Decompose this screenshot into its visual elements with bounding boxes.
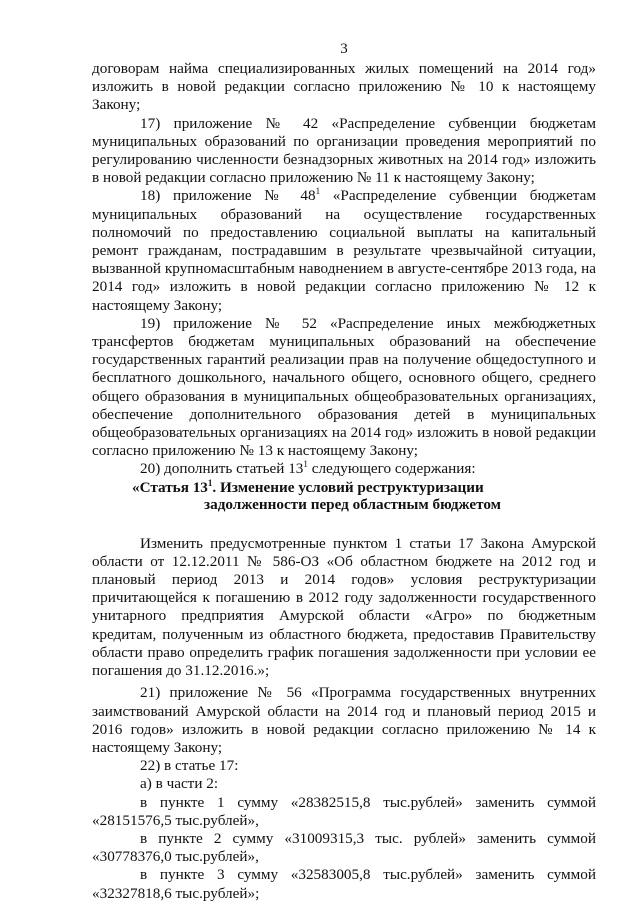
article-heading-line-2: задолженности перед областным бюджетом — [204, 495, 501, 513]
paragraph-continuation: договорам найма специализированных жилых помещений на 2014 год» изложить в новой редакции согласно приложению № 10 к настоящему Закону; — [92, 60, 596, 114]
article-heading-start: «Статья 13 — [132, 478, 208, 496]
article-heading-superscript: 1 — [207, 477, 213, 488]
paragraph-item-17: 17) приложение № 42 «Распределение субвенции бюджетам муниципальных образований по организации проведения мероприятий по регулированию численности безнадзорных животных на 2014 год» изложить в новой редакции согласно приложению № 11 к настоящему Закону; — [92, 114, 596, 187]
item-18-rest: «Распределение субвенции бюджетам муниципальных образований на осуществление государственных полномочий по предоставлению социальной выплаты на капитальный ремонт гражданам, пострадавшим в результате чрезвычайной ситуации, вызванной крупномасштабным наводнением в августе-сентябре 2013 года, на 2014 год» изложить в новой редакции согласно приложению № 12 к настоящему Закону; — [92, 187, 596, 314]
item-18-start: 18) приложение № 48 — [140, 187, 316, 205]
item-20-rest: следующего содержания: — [307, 460, 476, 478]
article-heading-rest: . Изменение условий реструктуризации — [212, 478, 484, 496]
paragraph-item-18 — [92, 187, 596, 314]
page-number: 3 — [340, 41, 348, 57]
paragraph-item-20 — [92, 460, 596, 478]
paragraph-item-21: 21) приложение № 56 «Программа государственных внутренних заимствований Амурской области на 2014 год и плановый период 2015 и 2016 годов» изложить в новой редакции согласно приложению № 14 к настоящему Закону; — [92, 684, 596, 756]
paragraph-item-22: 22) в статье 17: — [140, 757, 239, 775]
paragraph-point-1: в пункте 1 сумму «28382515,8 тыс.рублей» заменить суммой «28151576,5 тыс.рублей», — [92, 793, 596, 829]
item-20-superscript: 1 — [303, 459, 308, 470]
paragraph-point-2: в пункте 2 сумму «31009315,3 тыс. рублей» заменить суммой «30778376,0 тыс.рублей», — [92, 829, 596, 866]
article-heading-line-1 — [92, 479, 596, 496]
paragraph-item-22a: а) в части 2: — [140, 775, 219, 793]
paragraph-article-body: Изменить предусмотренные пунктом 1 статьи 17 Закона Амурской области от 12.12.2011 № 586-ОЗ «Об областном бюджете на 2012 год и плановый период 2013 и 2014 годов» условия реструктуризации причитающейся к погашению в 2012 году задолженности государственного унитарного предприятия Амурской области «Агро» по бюджетным кредитам, полученным из областного бюджета, предоставив Правительству области право определить график погашения задолженности при условии ее погашения до 31.12.2016.»; — [92, 534, 596, 680]
paragraph-point-3: в пункте 3 сумму «32583005,8 тыс.рублей» заменить суммой «32327818,6 тыс.рублей»; — [92, 866, 596, 902]
paragraph-item-19: 19) приложение № 52 «Распределение иных межбюджетных трансфертов бюджетам муниципальных образований на обеспечение государственных гарантий реализации прав на получение общедоступного и бесплатного дошкольного, начального общего, основного общего, среднего общего образования в муниципальных общеобразовательных организациях, обеспечение дополнительного образования детей в муниципальных общеобразовательных организациях на 2014 год» изложить в новой редакции согласно приложению № 13 к настоящему Закону; — [92, 314, 596, 460]
item-20-start: 20) дополнить статьей 13 — [140, 460, 304, 478]
item-18-superscript: 1 — [315, 186, 321, 197]
